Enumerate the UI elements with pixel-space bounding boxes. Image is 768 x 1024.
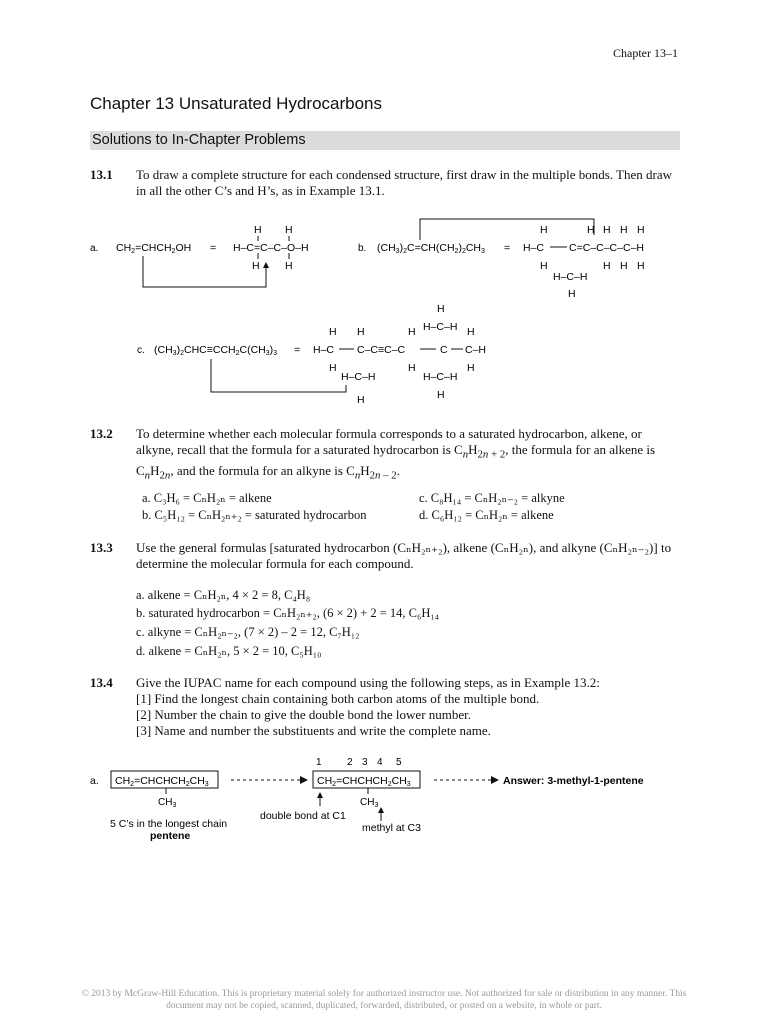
structure-c	[313, 303, 486, 406]
problem-13-4-step-2: [2] Number the chain to give the double bond the lower number.	[136, 707, 472, 722]
svg-text:H: H	[329, 326, 337, 338]
problem-13-4-step-3: [3] Name and number the substituents and write the complete name.	[136, 723, 491, 738]
problem-13-4-step-1: [1] Find the longest chain containing both carbon atoms of the multiple bond.	[136, 691, 540, 706]
carbon-number-2: 2	[347, 757, 353, 768]
copyright-footer: © 2013 by McGraw-Hill Education. This is proprietary material solely for authorized instructor use. Not authorized for sale or distribution in any manner. This document may not be copied, scanned, duplicated, forwarded, distributed, or posted on a website, in whole or part.	[81, 989, 687, 1011]
problem-13-1-text: To draw a complete structure for each condensed structure, first draw in the multiple bonds. Then draw in all the other C’s and H’s, as in Example 13.1.	[136, 167, 673, 198]
svg-text:H: H	[285, 260, 293, 272]
svg-text:H–C: H–C	[523, 242, 545, 254]
svg-text:H: H	[568, 288, 576, 300]
problem-13-4-diagram	[0, 750, 768, 850]
answer-13-3-a: a. alkene = CₙH₂ₙ, 4 × 2 = 8, C₄H₈	[136, 588, 311, 602]
label-a: a.	[90, 243, 99, 254]
label-c: c.	[137, 345, 145, 356]
problem-13-4-intro: Give the IUPAC name for each compound using the following steps, as in Example 13.2:	[136, 675, 600, 690]
label-b: b.	[358, 243, 367, 254]
carbon-number-1: 1	[316, 757, 322, 768]
svg-text:H: H	[603, 260, 611, 272]
section-title: Solutions to In-Chapter Problems	[92, 132, 306, 148]
structure-a	[233, 224, 309, 272]
structures-13-1	[0, 0, 768, 420]
answer-13-2-c: c. C₈H₁₄ = CₙH₂ₙ₋₂ = alkyne	[419, 491, 565, 505]
answer-13-2-a: a. C₃H₆ = CₙH₂ₙ = alkene	[142, 491, 272, 505]
problem-number-13-3: 13.3	[90, 540, 113, 555]
note-pentene: pentene	[150, 830, 191, 842]
methyl-1: $CH_3$	[158, 797, 177, 809]
note-double-bond: double bond at C1	[260, 810, 346, 822]
answer-13-2-d: d. C₆H₁₂ = CₙH₂ₙ = alkene	[419, 508, 554, 522]
chain-structure-2: CH2=CHCHCH2CH3	[317, 775, 411, 788]
carbon-number-5: 5	[396, 757, 402, 768]
problem-number-13-1: 13.1	[90, 167, 113, 182]
label-13-4-a: a.	[90, 775, 99, 787]
svg-text:H: H	[637, 224, 645, 236]
svg-text:C: C	[440, 344, 448, 356]
condensed-c: (CH3)2CHC≡CCH2C(CH3)3	[154, 344, 278, 357]
svg-text:H: H	[357, 326, 365, 338]
page-title: Chapter 13 Unsaturated Hydrocarbons	[90, 94, 382, 113]
svg-text:H–C–H: H–C–H	[423, 371, 458, 383]
equals-c: =	[294, 344, 301, 356]
svg-text:H: H	[467, 326, 475, 338]
equals-a: =	[210, 242, 217, 254]
problem-number-13-2: 13.2	[90, 426, 113, 441]
structure-b	[523, 224, 645, 300]
svg-text:H–C–H: H–C–H	[553, 271, 588, 283]
svg-text:C–H: C–H	[465, 344, 487, 356]
svg-text:H: H	[603, 224, 611, 236]
svg-text:H: H	[408, 362, 416, 374]
svg-text:H: H	[329, 362, 337, 374]
answer-13-3-d: d. alkene = CₙH₂ₙ, 5 × 2 = 10, C₅H₁₀	[136, 644, 322, 658]
methyl-2: $CH_3$	[360, 797, 379, 809]
svg-text:H: H	[252, 260, 260, 272]
svg-text:H: H	[437, 389, 445, 401]
problem-13-3-text: Use the general formulas [saturated hydrocarbon (CₙH₂ₙ₊₂), alkene (CₙH₂ₙ), and alkyne (CₙH₂ₙ₋₂)] to determine the molecular formula for each compound.	[136, 540, 672, 571]
carbon-number-3: 3	[362, 757, 368, 768]
svg-text:H: H	[408, 326, 416, 338]
chain-structure-1: CH2=CHCHCH2CH3	[115, 775, 209, 788]
svg-text:H: H	[254, 224, 262, 236]
svg-text:H: H	[540, 224, 548, 236]
note-methyl: methyl at C3	[362, 822, 421, 834]
svg-text:C–C≡C–C: C–C≡C–C	[357, 344, 406, 356]
svg-text:H: H	[285, 224, 293, 236]
answer-13-3-b: b. saturated hydrocarbon = CₙH₂ₙ₊₂, (6 × 2) + 2 = 14, C₆H₁₄	[136, 606, 440, 620]
svg-text:H–C–H: H–C–H	[423, 321, 458, 333]
svg-text:H: H	[540, 260, 548, 272]
problem-13-2-text: To determine whether each molecular formula corresponds to a saturated hydrocarbon, alkene, or alkyne, recall that the formula for a saturated hydrocarbon is $C_nH_{2n + 2}$, the formula for an alkene is $C_nH_{2n}$, and the formula for an alkyne is $C_nH_{2n - 2}$.	[136, 426, 656, 482]
note-longest-chain: 5 C’s in the longest chain	[110, 818, 228, 830]
condensed-a: CH2=CHCH2OH	[116, 242, 192, 255]
carbon-number-4: 4	[377, 757, 383, 768]
svg-text:H: H	[620, 224, 628, 236]
svg-text:H–C: H–C	[313, 344, 335, 356]
answer-13-4-a: Answer: 3-methyl-1-pentene	[503, 775, 644, 787]
svg-text:H: H	[620, 260, 628, 272]
svg-text:C=C–C–C–C–H: C=C–C–C–C–H	[569, 242, 644, 254]
svg-text:H: H	[357, 394, 365, 406]
svg-text:H–C–H: H–C–H	[341, 371, 376, 383]
svg-text:H: H	[437, 303, 445, 315]
answer-13-3-c: c. alkyne = CₙH₂ₙ₋₂, (7 × 2) – 2 = 12, C₇H₁₂	[136, 625, 360, 639]
answer-13-2-b: b. C₅H₁₂ = CₙH₂ₙ₊₂ = saturated hydrocarbon	[142, 508, 367, 522]
equals-b: =	[504, 242, 511, 254]
problem-number-13-4: 13.4	[90, 675, 113, 690]
svg-text:H–C=C–C–O–H: H–C=C–C–O–H	[233, 242, 309, 254]
svg-text:H: H	[637, 260, 645, 272]
chapter-page-label: Chapter 13–1	[613, 46, 678, 60]
svg-text:H: H	[467, 362, 475, 374]
svg-text:H: H	[587, 224, 595, 236]
condensed-b: (CH3)2C=CH(CH2)2CH3	[377, 242, 485, 255]
